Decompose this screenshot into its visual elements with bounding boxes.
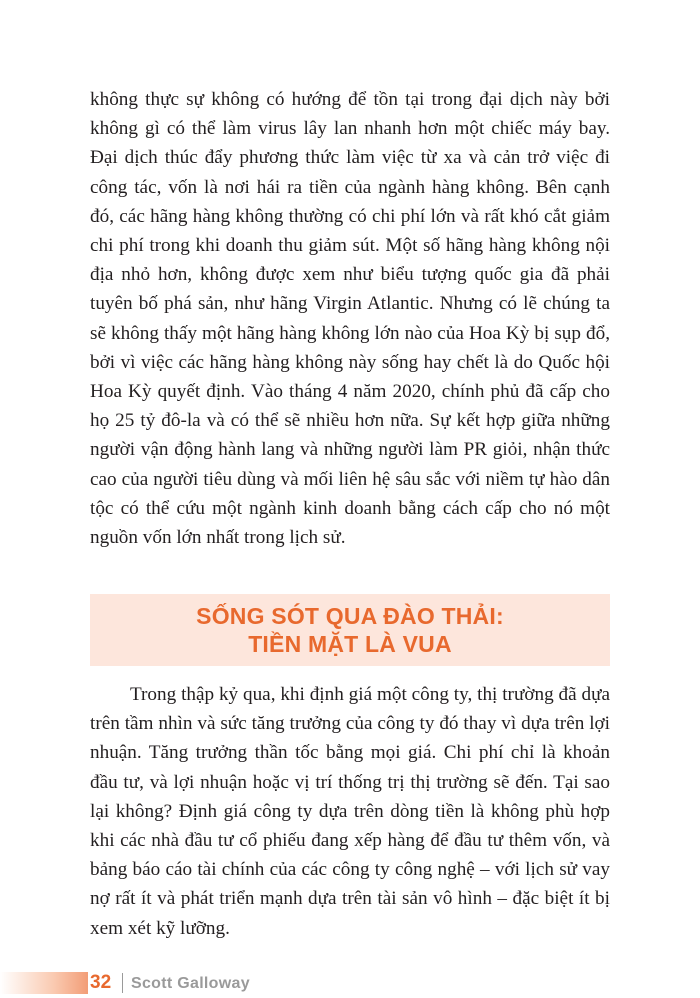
body-paragraph-2: Trong thập kỷ qua, khi định giá một công ty, thị trường đã dựa trên tầm nhìn và sức tăng trưởng của công ty đó thay vì dựa trên lợi nhuận. Tăng trưởng thần tốc bằng mọi giá. Chi phí chỉ là khoản đầu tư, và lợi nhuận hoặc vị trí thống trị thị trường sẽ đến. Tại sao lại không? Định giá công ty dựa trên dòng tiền là không phù hợp khi các nhà đầu tư cổ phiếu đang xếp hàng để đầu tư thêm vốn, và bảng báo cáo tài chính của các công ty công nghệ – với lịch sử vay nợ rất ít và phát triển mạnh dựa trên tài sản vô hình – đặc biệt ít bị xem xét kỹ lưỡng. [90,684,610,939]
footer-divider [122,973,123,993]
running-footer-author: Scott Galloway [131,975,250,992]
body-paragraph-1: không thực sự không có hướng để tồn tại trong đại dịch này bởi không gì có thể làm virus lây lan nhanh hơn một chiếc máy bay. Đại dịch thúc đẩy phương thức làm việc từ xa và cản trở việc đi công tác, vốn là nơi hái ra tiền của ngành hàng không. Bên cạnh đó, các hãng hàng không thường có chi phí lớn và rất khó cắt giảm chi phí trong khi doanh thu giảm sút. Một số hãng hàng không nội địa nhỏ hơn, không được xem như biểu tượng quốc gia đã phải tuyên bố phá sản, như hãng Virgin Atlantic. Nhưng có lẽ chúng ta sẽ không thấy một hãng hàng không lớn nào của Hoa Kỳ bị sụp đổ, bởi vì việc các hãng hàng không này sống hay chết là do Quốc hội Hoa Kỳ quyết định. Vào tháng 4 năm 2020, chính phủ đã cấp cho họ 25 tỷ đô-la và có thể sẽ nhiều hơn nữa. Sự kết hợp giữa những người vận động hành lang và những người làm PR giỏi, nhận thức cao của người tiêu dùng và mối liên hệ sâu sắc với niềm tự hào dân tộc có thể cứu một ngành kinh doanh bằng cách cấp cho nó một nguồn vốn lớn nhất trong lịch sử. [90,89,610,549]
page-number: 32 [90,972,112,993]
section-title-line-1: SỐNG SÓT QUA ĐÀO THẢI: [196,603,504,629]
footer-accent-bar [0,972,88,994]
section-title-line-2: TIỀN MẶT LÀ VUA [248,631,452,657]
section-heading-box [90,594,610,666]
